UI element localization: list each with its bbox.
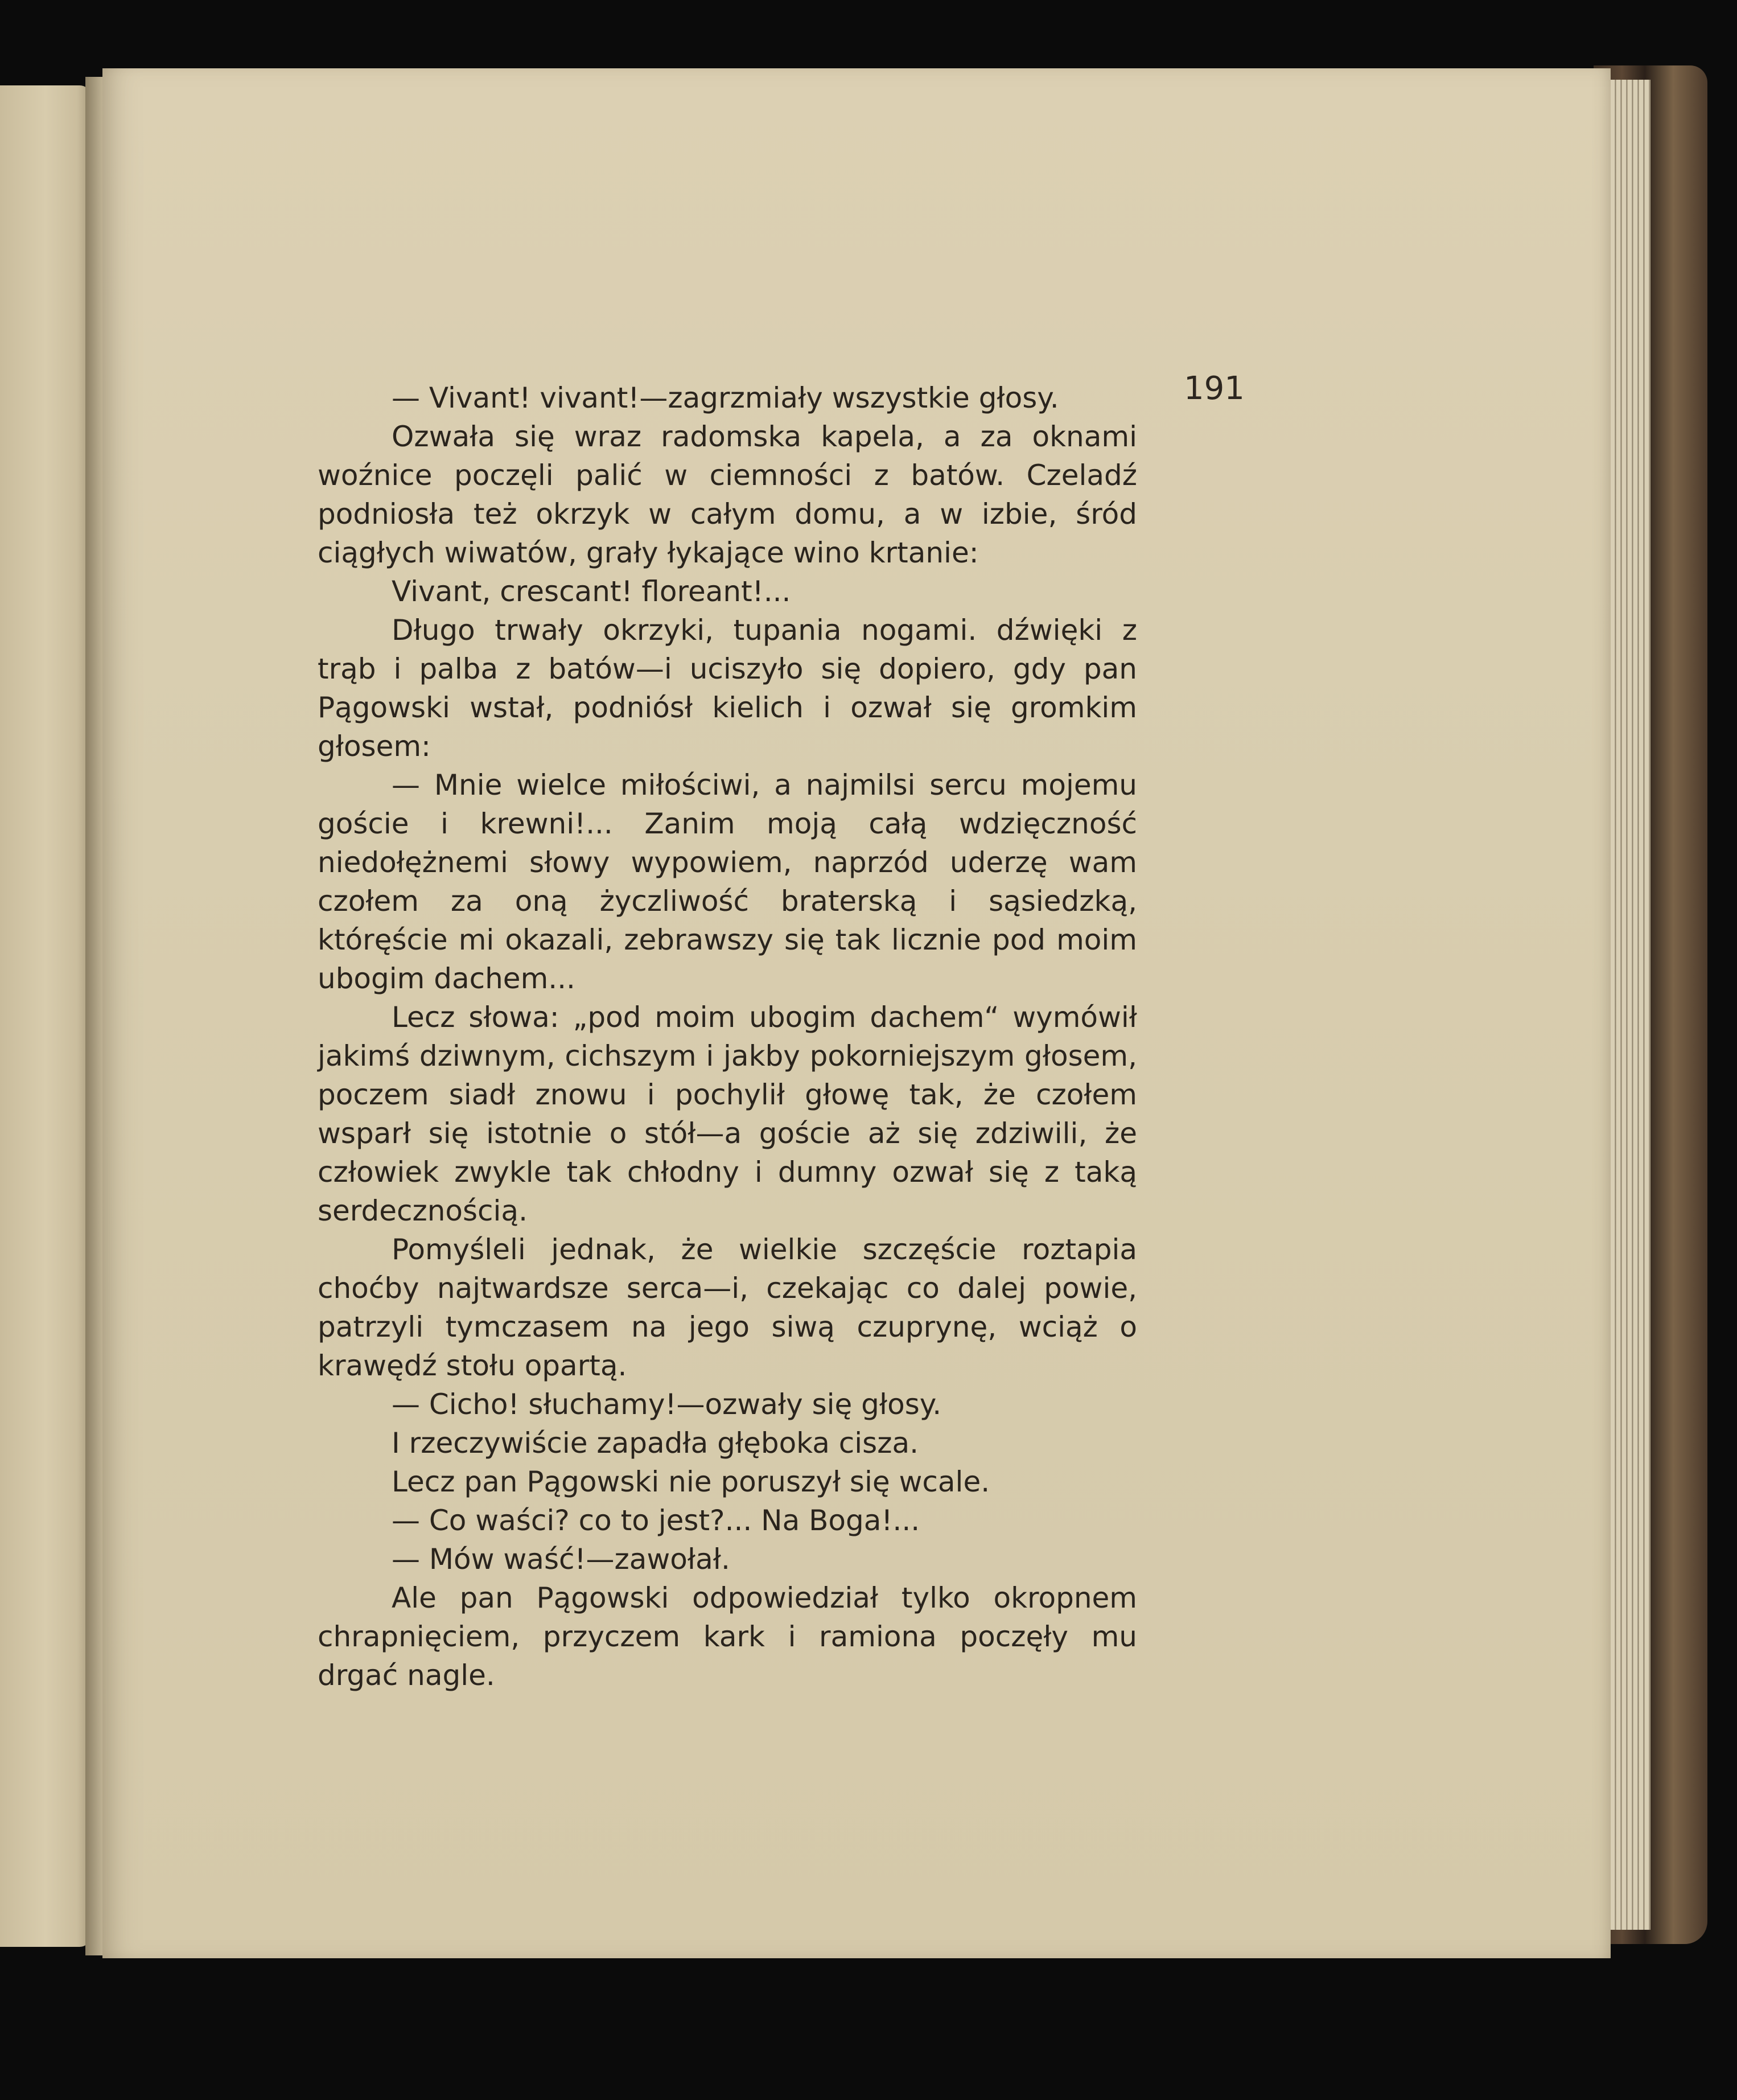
paragraph: Ale pan Pągowski odpowiedział tylko okropnem chrapnięciem, przyczem kark i ramiona poczęły mu drgać nagle. [318, 1581, 1137, 1692]
paragraph: — Vivant! vivant!—zagrzmiały wszystkie głosy. [392, 381, 1059, 414]
paragraph: — Co waści? co to jest?... Na Boga!... [392, 1504, 920, 1537]
page-number: 191 [1184, 370, 1245, 407]
previous-page-edge [0, 85, 91, 1947]
paragraph: I rzeczywiście zapadła głęboka cisza. [392, 1427, 919, 1460]
paragraph: Długo trwały okrzyki, tupania nogami. dźwięki z trąb i palba z batów—i uciszyło się dopiero, gdy pan Pągowski wstał, podniósł kielich i ozwał się gromkim głosem: [318, 614, 1137, 763]
paragraph: — Cicho! słuchamy!—ozwały się głosy. [392, 1388, 942, 1421]
paragraph: Lecz pan Pągowski nie poruszył się wcale. [392, 1465, 990, 1498]
paragraph: Lecz słowa: „pod moim ubogim dachem“ wymówił jakimś dziwnym, cichszym i jakby pokorniejszym głosem, poczem siadł znowu i pochylił głowę tak, że czołem wsparł się istotnie o stół—a goście aż się zdziwili, że człowiek zwykle tak chłodny i dumny ozwał się z taką serdecznością. [318, 1001, 1137, 1227]
paragraph: Pomyśleli jednak, że wielkie szczęście roztapia choćby najtwardsze serca—i, czekając co dalej powie, patrzyli tymczasem na jego siwą czuprynę, wciąż o krawędź stołu opartą. [318, 1233, 1137, 1382]
paragraph: Vivant, crescant! floreant!... [392, 575, 791, 608]
paragraph: Ozwała się wraz radomska kapela, a za oknami woźnice poczęli palić w ciemności z batów. Czeladź podniosła też okrzyk w całym domu, a w izbie, śród ciągłych wiwatów, grały łykające wino krtanie: [318, 420, 1137, 569]
body-text [318, 379, 1137, 1695]
paragraph: — Mnie wielce miłościwi, a najmilsi sercu mojemu goście i krewni!... Zanim moją całą wdzięczność niedołężnemi słowy wypowiem, naprzód uderzę wam czołem za oną życzliwość braterską i sąsiedzką, któręście mi okazali, zebrawszy się tak licznie pod moim ubogim dachem... [318, 769, 1137, 995]
paragraph: — Mów waść!—zawołał. [392, 1543, 730, 1576]
